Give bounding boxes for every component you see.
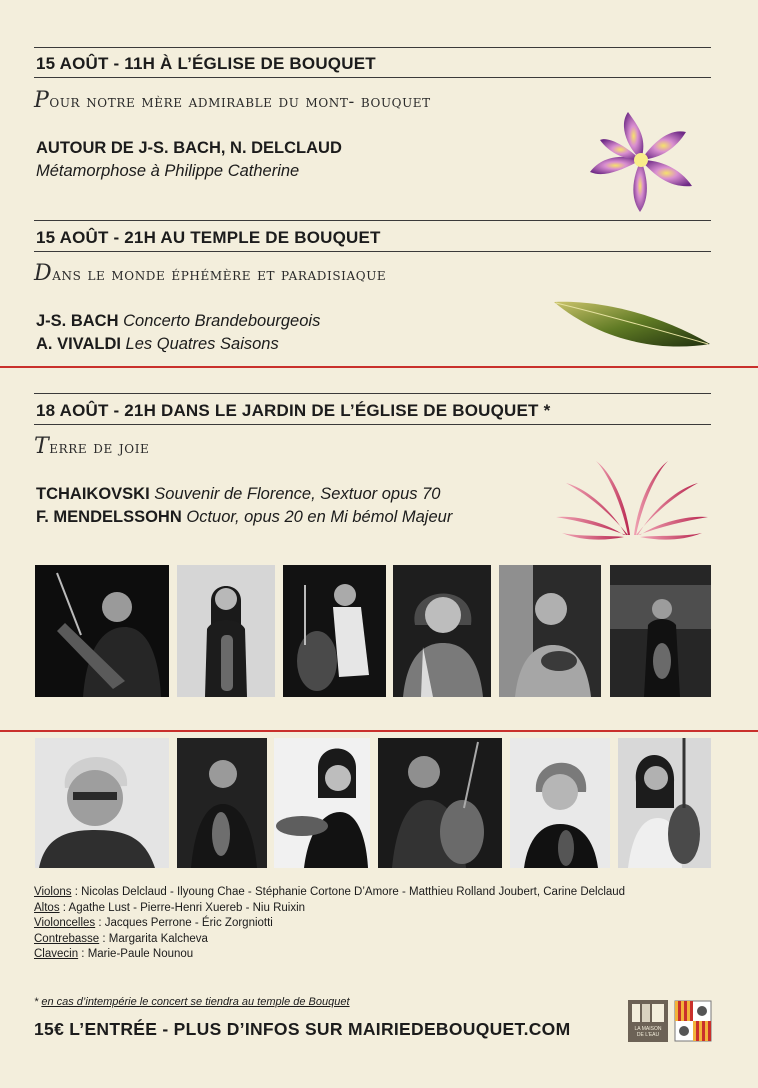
feather-fan-icon: [552, 455, 712, 540]
musician-photo-violinist-4: [177, 738, 267, 868]
weather-note: * en cas d’intempérie le concert se tiendra au temple de Bouquet: [34, 996, 350, 1008]
musician-credits: [34, 885, 625, 963]
logo-text: LA MAISON DE L’EAU: [634, 1026, 662, 1038]
musician-photo-cellist-1: [283, 565, 386, 697]
musician-photo-violist-2: [610, 565, 711, 697]
divider: [34, 220, 711, 221]
credits-line-cellos: Violoncelles : Jacques Perrone - Éric Zorgniotti: [34, 917, 273, 930]
concert-3-line-2: F. MENDELSSOHN Octuor, opus 20 en Mi bémol Majeur: [36, 508, 453, 526]
musician-photo-violinist-3: [35, 738, 169, 868]
credits-line-harpsichord: Clavecin : Marie-Paule Nounou: [34, 948, 194, 961]
concert-3-heading: 18 AOÛT - 21H DANS LE JARDIN DE L’ÉGLISE DE BOUQUET *: [36, 401, 551, 420]
concert-2-line-1: J-S. BACH Concerto Brandebourgeois: [36, 312, 321, 330]
concert-1-heading: 15 AOÛT - 11H À L’ÉGLISE DE BOUQUET: [36, 54, 376, 73]
divider: [34, 47, 711, 48]
divider: [34, 77, 711, 78]
musician-photo-double-bassist: [618, 738, 711, 868]
section-divider-red: [0, 366, 758, 368]
footer-price-info: 15€ L’ENTRÉE - PLUS D’INFOS SUR MAIRIEDEBOUQUET.COM: [34, 1019, 571, 1039]
divider: [34, 251, 711, 252]
concert-1-title: Pour notre mère admirable du mont- bouquet: [34, 88, 431, 113]
credits-line-violins: Violons : Nicolas Delclaud - Ilyoung Chae - Stéphanie Cortone D’Amore - Matthieu Rolland Joubert, Carine Delclaud: [34, 886, 626, 898]
orchid-flower-icon: [588, 108, 694, 214]
maison-de-l-eau-logo: [628, 1000, 668, 1042]
musician-photo-violist-1: [499, 565, 601, 697]
concert-2-heading: 15 AOÛT - 21H AU TEMPLE DE BOUQUET: [36, 228, 381, 247]
musician-photo-violist-3: [274, 738, 370, 868]
concert-1-work: Métamorphose à Philippe Catherine: [36, 162, 300, 180]
musician-photo-violinist-1: [35, 565, 169, 697]
concert-2-line-2: A. VIVALDI Les Quatres Saisons: [36, 335, 279, 353]
section-divider-red: [0, 730, 758, 732]
credits-line-altos: Altos : Agathe Lust - Pierre-Henri Xuereb - Niu Ruixin: [34, 901, 306, 914]
concert-3-line-1: TCHAIKOVSKI Souvenir de Florence, Sextuor opus 70: [36, 485, 441, 503]
divider: [34, 393, 711, 394]
musician-photo-violist-4: [510, 738, 610, 868]
municipal-crest-icon: [674, 1000, 712, 1042]
divider: [34, 424, 711, 425]
concert-2-title: Dans le monde éphémère et paradisiaque: [34, 261, 387, 286]
concert-1-composers: AUTOUR DE J-S. BACH, N. DELCLAUD: [36, 139, 342, 157]
musician-photo-harpsichordist: [393, 565, 491, 697]
concert-3-title: Terre de joie: [34, 434, 150, 459]
musician-photo-cellist-2: [378, 738, 502, 868]
leaf-icon: [552, 298, 712, 352]
musician-photo-violinist-2: [177, 565, 275, 697]
credits-line-double-bass: Contrebasse : Margarita Kalcheva: [34, 932, 208, 945]
